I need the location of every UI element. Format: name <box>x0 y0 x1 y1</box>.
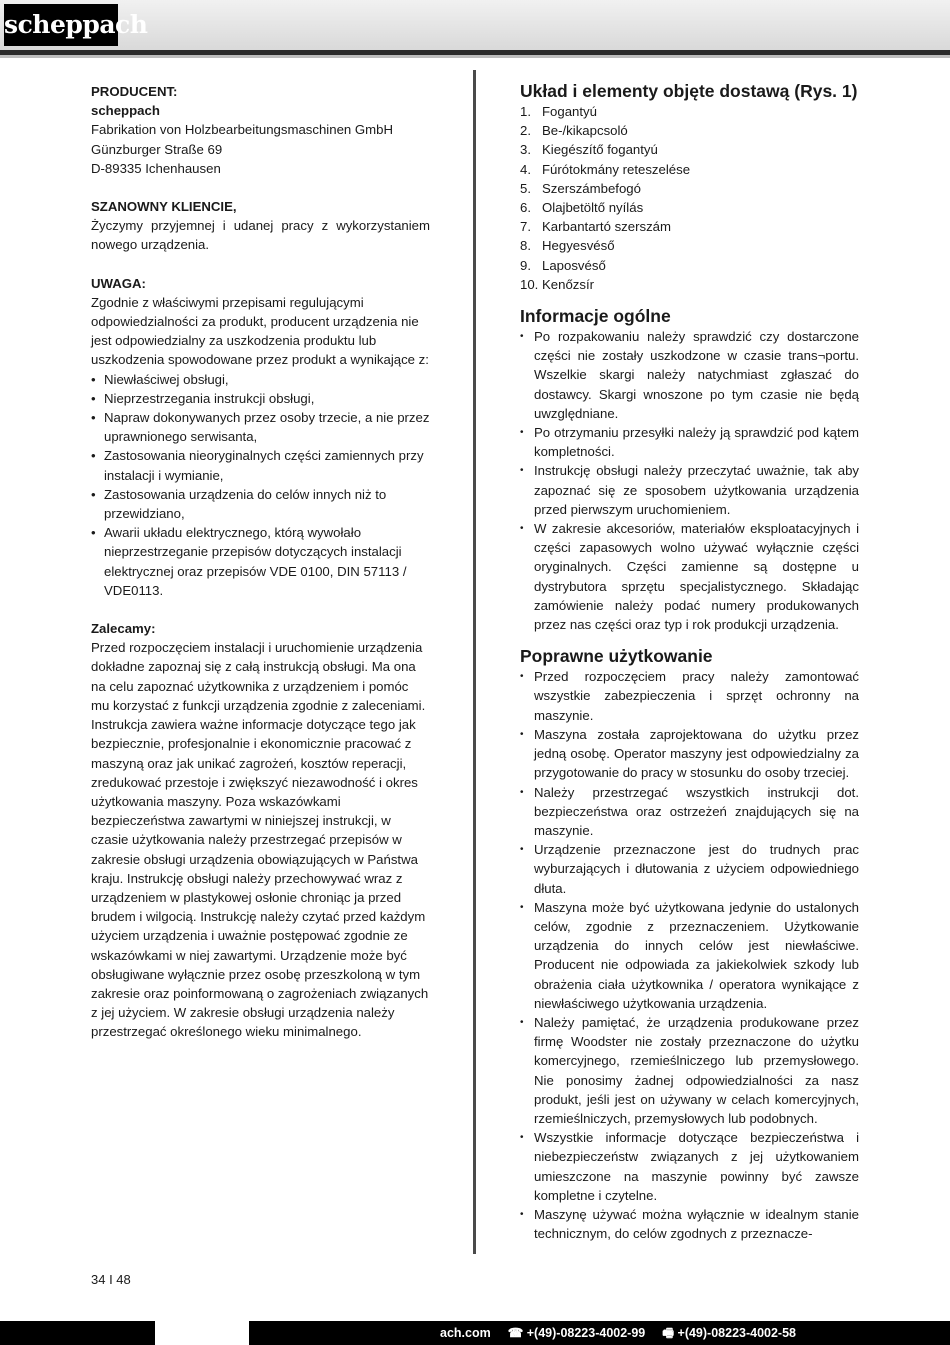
attention-text: Zgodnie z właściwymi przepisami regulującymi odpowiedzialności za produkt, producent urządzenia nie jest odpowiedzialny za uszkodzenia produktu lub uszkodzenia spowodowane przez produkt a wynikające z: <box>91 294 429 368</box>
list-item: • Maszyna może być użytkowana jedynie do ustalonych celów, zgodnie z przeznaczeniem. Użytkowanie urządzenia do innych celów jest niewłaściwe. Producent nie odpowiada za jakiekolwiek szkody lub obrażenia ciała użytkownika / operatora wynikające z niewłaściwego użytkowania urządzenia. <box>520 898 859 1013</box>
list-item: 2. Be-/kikapcsoló <box>520 123 628 139</box>
list-item: 3. Kiegészítő fogantyú <box>520 142 658 158</box>
list-item: 4. Fúrótokmány reteszelése <box>520 161 691 177</box>
list-item: • Niewłaściwej obsługi, <box>91 370 430 389</box>
list-item: • Przed rozpoczęciem pracy należy zamontować wszystkie zabezpieczenia i sprzęt ochronny na maszynie. <box>520 667 859 725</box>
fax-icon: 🖷 <box>662 1326 675 1340</box>
list-item: 7. Karbantartó szerszám <box>520 219 671 235</box>
footer-gap <box>155 1321 249 1345</box>
page-number: 34 I 48 <box>91 1272 131 1287</box>
header-shadow <box>0 55 950 58</box>
layout-heading: Układ i elementy objęte dostawą (Rys. 1) <box>520 81 858 101</box>
list-item: • Zastosowania urządzenia do celów innych niż to przewidziano, <box>91 485 430 523</box>
general-heading: Informacje ogólne <box>520 306 671 327</box>
list-item: 1. Fogantyú <box>520 104 597 119</box>
producer-line: Günzburger Straße 69 <box>91 141 223 157</box>
list-item: • Po rozpakowaniu należy sprawdzić czy dostarczone części nie zostały uszkodzone w czasie trans¬portu. Wszelkie skargi należy natychmiast zgłaszać do dostawcy. Skargi wnoszone po tym czasie nie będą uwzględniane. <box>520 327 859 423</box>
list-item: • Należy pamiętać, że urządzenia produkowane przez firmę Woodster nie zostały przeznaczone do użytku komercyjnego, rzemieślniczego lub przemysłowego. Nie ponosimy żadnej odpowiedzialności za nasz produkt, jeśli jest on używany w celach komercyjnych, rzemieślniczych, przemysłowych lub podobnych. <box>520 1013 859 1128</box>
list-item: • Maszynę używać można wyłącznie w idealnym stanie technicznym, do celów zgodnych z przeznacze- <box>520 1205 859 1243</box>
list-item: • Po otrzymaniu przesyłki należy ją sprawdzić pod kątem kompletności. <box>520 423 859 461</box>
page-header <box>0 0 950 50</box>
list-item: 9. Laposvéső <box>520 257 606 273</box>
list-item: • Instrukcję obsługi należy przeczytać uważnie, tak aby zapoznać się ze sposobem użytkowania urządzenia przed pierwszym uruchomieniem. <box>520 461 859 519</box>
list-item: • Zastosowania nieoryginalnych części zamiennych przy instalacji i wymianie, <box>91 446 430 484</box>
column-divider <box>473 70 476 1254</box>
phone-number: +(49)-08223-4002-99 <box>526 1326 646 1340</box>
left-column <box>91 82 430 1042</box>
list-item: • Urządzenie przeznaczone jest do trudnych prac wyburzających i dłutowania z użyciem odpowiedniego dłuta. <box>520 840 859 898</box>
list-item: 8. Hegyesvéső <box>520 238 615 254</box>
general-list <box>520 327 859 634</box>
list-item: • W zakresie akcesoriów, materiałów eksploatacyjnych i części zapasowych wolno używać wyłącznie części oryginalnych. Części zamienne są dostępne u dystrybutora sprzętu specjalistycznego. Składając zamówienie należy podać numery produkowanych przez nas części oraz typ i rok produkcji urządzenia. <box>520 519 859 634</box>
list-item: • Należy przestrzegać wszystkich instrukcji dot. bezpieczeństwa oraz ostrzeżeń znajdujących się na maszynie. <box>520 783 859 841</box>
attention-list <box>91 370 430 600</box>
list-item: • Wszystkie informacje dotyczące bezpieczeństwa i niebezpieczeństw związanych z jej użytkowaniem umieszczone na maszynie powinny być zawsze kompletne i czytelne. <box>520 1128 859 1205</box>
list-item: • Napraw dokonywanych przez osoby trzecie, a nie przez uprawnionego serwisanta, <box>91 408 430 446</box>
scheppach-logo: scheppach <box>4 4 118 46</box>
list-item: 6. Olajbetöltő nyílás <box>520 200 644 216</box>
attention-heading: UWAGA: <box>91 275 146 291</box>
producer-name: scheppach <box>91 103 160 119</box>
customer-text: Życzymy przyjemnej i udanej pracy z wykorzystaniem nowego urządzenia. <box>91 218 430 253</box>
customer-heading: SZANOWNY KLIENCIE, <box>91 199 237 215</box>
usage-heading: Poprawne użytkowanie <box>520 646 713 667</box>
list-item: 5. Szerszámbefogó <box>520 180 641 196</box>
footer-contact <box>440 1321 796 1345</box>
right-column <box>520 80 859 1243</box>
recommend-heading: Zalecamy: <box>91 621 156 637</box>
producer-line: Fabrikation von Holzbearbeitungsmaschinen GmbH <box>91 122 393 138</box>
website-link[interactable]: ach.com <box>440 1326 491 1340</box>
list-item: • Awarii układu elektrycznego, którą wywołało nieprzestrzeganie przepisów dotyczących instalacji elektrycznej oraz przepisów VDE 0100, DIN 57113 / VDE0113. <box>91 523 430 600</box>
list-item: 10. Kenőzsír <box>520 276 595 292</box>
producer-heading: PRODUCENT: <box>91 84 178 99</box>
list-item: • Nieprzestrzegania instrukcji obsługi, <box>91 389 430 408</box>
usage-list <box>520 667 859 1243</box>
list-item: • Maszyna została zaprojektowana do użytku przez jedną osobę. Operator maszyny jest odpowiedzialny za przygotowanie do pracy w stosunku do osoby trzeciej. <box>520 725 859 783</box>
fax-number: +(49)-08223-4002-58 <box>677 1326 797 1340</box>
layout-list <box>520 102 859 294</box>
producer-line: D-89335 Ichenhausen <box>91 160 221 176</box>
phone-icon: ☎ <box>507 1326 524 1340</box>
recommend-text: Przed rozpoczęciem instalacji i uruchomienie urządzenia dokładne zapoznaj się z całą instrukcją obsługi. Ma ona na celu zapoznać użytkownika z urządzeniem i pomóc mu korzystać z funkcji urządzenia zgodnie z zaleceniami. Instrukcja zawiera ważne informacje dotyczące tego jak bezpiecznie, profesjonalnie i ekonomicznie pracować z maszyną oraz jak unikać zagrożeń, kosztów reperacji, zredukować przestoje i zwiększyć niezawodność i okres użytkowania maszyny. Poza wskazówkami bezpieczeństwa zawartymi w niniejszej instrukcji, w czasie użytkowania należy przestrzegać przepisów w zakresie obsługi urządzenia obowiązujących w Państwa kraju. Instrukcję obsługi należy przechowywać wraz z urządzeniem w plastykowej osłonie chroniąc ja przed brudem i wilgocią. Instrukcję należy czytać przed każdym użyciem urządzenia i uważnie postępować zgodnie ze wskazówkami w niej zawartymi. Urządzenie może być obsługiwane wyłącznie przez osobę przeszkoloną w tym zakresie oraz poinformowaną o zagrożeniach związanych z jej użyciem. W zakresie obsługi urządzenia należy przestrzegać określonego wieku minimalnego. <box>91 640 429 1040</box>
